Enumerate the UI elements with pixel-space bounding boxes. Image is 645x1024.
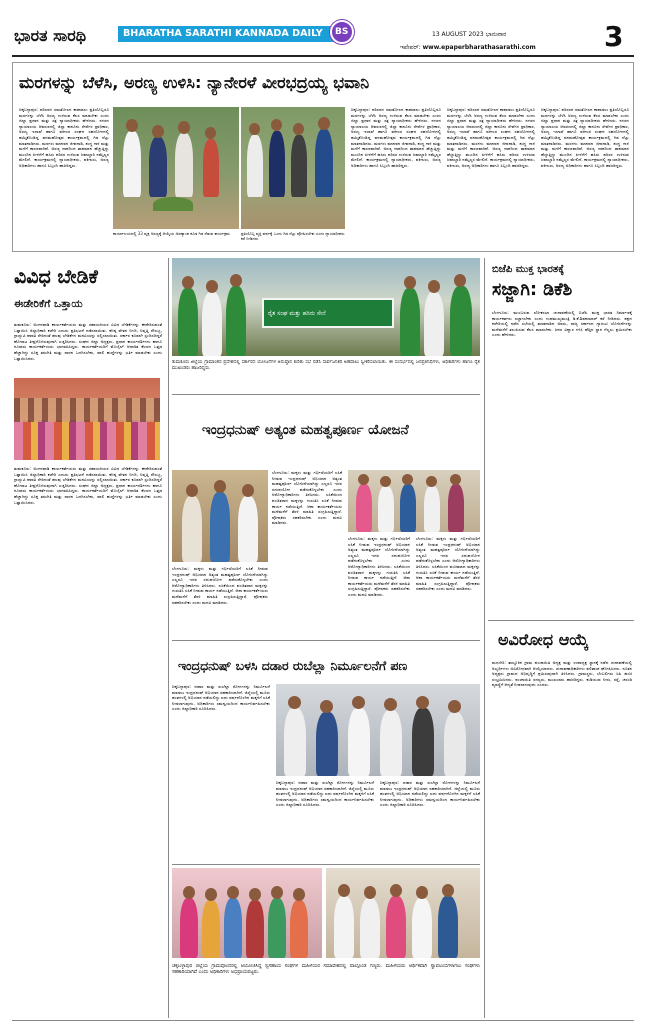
rule-left (168, 258, 169, 1018)
top-caption-1: ಕಾರ್ಯಾಲಯದಲ್ಲಿ 33 ವೃಕ್ಷ ಅರಣ್ಯಕ್ಕೆ ಆಯ್ಕೆಯ ಅರಣ್ಯಾಂಶ ಕೂಡ ಗಿಡ ನೆಡುವ ಕಾರ್ಯಕ್ರಮ (113, 231, 230, 236)
top-photo-1 (113, 107, 239, 229)
left-photo (14, 378, 160, 460)
epaper-line (400, 44, 536, 52)
rule-center-1 (172, 394, 480, 395)
rule-center-2 (172, 640, 480, 641)
indra-body-col3: ಬೆಂಗಳೂರು: ಮಕ್ಕಳು ಮತ್ತು ಗರ್ಭಿಣಿಯರಿಗೆ ಲಸಿಕೆ ನೀಡುವ ಇಂದ್ರಧನುಷ್ ಅಭಿಯಾನ ಅತ್ಯಂತ ಮಹತ್ವಪೂರ್ಣ ಯೋಜನೆಯಾಗಿದ್ದು ಎಲ್ಲರೂ ಇದರ ಸದುಪಯೋಗ ಪಡೆದುಕೊಳ್ಳಬೇಕು ಎಂದು ಆರೋಗ್ಯಾಧಿಕಾರಿಗಳು ತಿಳಿಸಿದರು. ಲಸಿಕೆಯಿಂದ ವಂಚಿತರಾದ ಮಕ್ಕಳನ್ನು ಗುರುತಿಸಿ ಲಸಿಕೆ ನೀಡುವ ಕಾರ್ಯ ನಡೆಯುತ್ತಿದೆ. ಆಶಾ ಕಾರ್ಯಕರ್ತೆಯರು ಮನೆಮನೆಗೆ ತೆರಳಿ ಮಾಹಿತಿ ಸಂಗ್ರಹಿಸುತ್ತಿದ್ದಾರೆ. ಪೋಷಕರು ಸಹಕರಿಸಬೇಕು ಎಂದು ಮನವಿ ಮಾಡಿದರು. (416, 536, 480, 592)
logo-badge-text: BS (335, 27, 349, 37)
daily-name: BHARATHA SARATHI KANNADA DAILY (123, 28, 323, 39)
top-headline: ಮರಗಳನ್ನು ಬೆಳೆಸಿ, ಅರಣ್ಯ ಉಳಿಸಿ: ನ್ಯಾನೇರಳೆ ವೀರಭದ್ರಯ್ಯ ಭವಾನಿ (19, 73, 370, 92)
page-bottom-rule (12, 1020, 634, 1021)
right-kicker: ಬಿಜೆಪಿ ಮುಕ್ತ ಭಾರತಕ್ಕೆ (492, 264, 565, 275)
rupee-body-col3: ಚಿಕ್ಕಬಳ್ಳಾಪುರ: ದಡಾರ ಮತ್ತು ರುಬೆಲ್ಲಾ ರೋಗಗಳನ್ನು ನಿರ್ಮೂಲನೆ ಮಾಡಲು ಇಂದ್ರಧನುಷ್ ಅಭಿಯಾನ ಸಹಕಾರಿಯಾಗಿದೆ. ಜಿಲ್ಲೆಯಲ್ಲಿ ಮೂರು ಹಂತಗಳಲ್ಲಿ ಅಭಿಯಾನ ನಡೆಯಲಿದ್ದು ಐದು ವರ್ಷದೊಳಗಿನ ಮಕ್ಕಳಿಗೆ ಲಸಿಕೆ ನೀಡಲಾಗುವುದು. ಅಧಿಕಾರಿಗಳು ಸಮನ್ವಯದಿಂದ ಕಾರ್ಯನಿರ್ವಹಿಸಬೇಕು ಎಂದು ಜಿಲ್ಲಾಧಿಕಾರಿ ಸೂಚಿಸಿದರು. (380, 780, 480, 808)
right-story (488, 258, 634, 620)
top-body-col4: ಚಿಕ್ಕಬಳ್ಳಾಪುರ: ಪರಿಸರದ ಸಮತೋಲನ ಕಾಪಾಡಲು ಪ್ರತಿಯೊಬ್ಬರೂ ಮರಗಳನ್ನು ಬೆಳೆಸಿ ಅರಣ್ಯ ಉಳಿಸುವ ಕೆಲಸ ಮಾಡಬೇಕು ಎಂದು ಜಿಲ್ಲಾ ಪ್ರಧಾನ ಮತ್ತು ಸತ್ರ ನ್ಯಾಯಾಧೀಶರು ಹೇಳಿದರು. ನಗರದ ನ್ಯಾಯಾಲಯ ಆವರಣದಲ್ಲಿ ಜಿಲ್ಲಾ ಕಾನೂನು ಸೇವೆಗಳ ಪ್ರಾಧಿಕಾರ, ಅರಣ್ಯ ಇಲಾಖೆ ಹಾಗೂ ವಕೀಲರ ಸಂಘದ ಸಹಯೋಗದಲ್ಲಿ ಹಮ್ಮಿಕೊಂಡಿದ್ದ ವನಮಹೋತ್ಸವ ಕಾರ್ಯಕ್ರಮದಲ್ಲಿ ಗಿಡ ನೆಟ್ಟು ಮಾತನಾಡಿದರು. ಮರಗಳು ಮಾನವನ ಜೀವನಾಡಿ, ಶುದ್ಧ ಗಾಳಿ ಮತ್ತು ಮಳೆಗೆ ಕಾರಣವಾಗಿವೆ. ಅರಣ್ಯ ನಾಶದಿಂದ ತಾಪಮಾನ ಹೆಚ್ಚುತ್ತಿದ್ದು ಮುಂದಿನ ಪೀಳಿಗೆಗೆ ಹಸಿರು ಪರಿಸರ ಉಳಿಸುವ ಜವಾಬ್ದಾರಿ ನಮ್ಮೆಲ್ಲರ ಮೇಲಿದೆ. ಕಾರ್ಯಕ್ರಮದಲ್ಲಿ ನ್ಯಾಯಾಧೀಶರು, ವಕೀಲರು, ಅರಣ್ಯ ಅಧಿಕಾರಿಗಳು ಹಾಗೂ ಸಿಬ್ಬಂದಿ ಹಾಜರಿದ್ದರು. (541, 107, 629, 168)
bottom-photo-2 (326, 868, 480, 958)
right-body: ಬೆಂಗಳೂರು: ಮುಂಬರುವ ಲೋಕಸಭಾ ಚುನಾವಣೆಯಲ್ಲಿ ಬಿಜೆಪಿ ಮುಕ್ತ ಭಾರತ ನಿರ್ಮಾಣಕ್ಕೆ ಕಾರ್ಯಕರ್ತರು ಸಜ್ಜಾಗಬೇಕು ಎಂದು ಉಪಮುಖ್ಯಮಂತ್ರಿ ಡಿ.ಕೆ.ಶಿವಕುಮಾರ್ ಕರೆ ನೀಡಿದರು. ಪಕ್ಷದ ಕಚೇರಿಯಲ್ಲಿ ನಡೆದ ಸಭೆಯಲ್ಲಿ ಮಾತನಾಡಿದ ಅವರು, ರಾಜ್ಯ ಸರ್ಕಾರದ ಗ್ಯಾರಂಟಿ ಯೋಜನೆಗಳನ್ನು ಮನೆಮನೆಗೆ ತಲುಪಿಸುವ ಕೆಲಸ ಮಾಡಬೇಕು. ಜನರ ವಿಶ್ವಾಸ ಗಳಿಸಿ ಹೆಚ್ಚಿನ ಸ್ಥಾನ ಗೆಲ್ಲಲು ಶ್ರಮಿಸಬೇಕು ಎಂದು ಹೇಳಿದರು. (492, 310, 632, 338)
rupee-body-col2: ಚಿಕ್ಕಬಳ್ಳಾಪುರ: ದಡಾರ ಮತ್ತು ರುಬೆಲ್ಲಾ ರೋಗಗಳನ್ನು ನಿರ್ಮೂಲನೆ ಮಾಡಲು ಇಂದ್ರಧನುಷ್ ಅಭಿಯಾನ ಸಹಕಾರಿಯಾಗಿದೆ. ಜಿಲ್ಲೆಯಲ್ಲಿ ಮೂರು ಹಂತಗಳಲ್ಲಿ ಅಭಿಯಾನ ನಡೆಯಲಿದ್ದು ಐದು ವರ್ಷದೊಳಗಿನ ಮಕ್ಕಳಿಗೆ ಲಸಿಕೆ ನೀಡಲಾಗುವುದು. ಅಧಿಕಾರಿಗಳು ಸಮನ್ವಯದಿಂದ ಕಾರ್ಯನಿರ್ವಹಿಸಬೇಕು ಎಂದು ಜಿಲ್ಲಾಧಿಕಾರಿ ಸೂಚಿಸಿದರು. (276, 780, 374, 808)
right-headline: ಸಜ್ಜಾಗಿ: ಡಿಕೆಶಿ (492, 280, 573, 300)
left-headline: ವಿವಿಧ ಬೇಡಿಕೆ (14, 266, 98, 288)
indra-body-col4: ಬೆಂಗಳೂರು: ಮಕ್ಕಳು ಮತ್ತು ಗರ್ಭಿಣಿಯರಿಗೆ ಲಸಿಕೆ ನೀಡುವ ಇಂದ್ರಧನುಷ್ ಅಭಿಯಾನ ಅತ್ಯಂತ ಮಹತ್ವಪೂರ್ಣ ಯೋಜನೆಯಾಗಿದ್ದು ಎಲ್ಲರೂ ಇದರ ಸದುಪಯೋಗ ಪಡೆದುಕೊಳ್ಳಬೇಕು ಎಂದು ಆರೋಗ್ಯಾಧಿಕಾರಿಗಳು ತಿಳಿಸಿದರು. ಲಸಿಕೆಯಿಂದ ವಂಚಿತರಾದ ಮಕ್ಕಳನ್ನು ಗುರುತಿಸಿ ಲಸಿಕೆ ನೀಡುವ ಕಾರ್ಯ ನಡೆಯುತ್ತಿದೆ. ಆಶಾ ಕಾರ್ಯಕರ್ತೆಯರು ಮನೆಮನೆಗೆ ತೆರಳಿ ಮಾಹಿತಿ ಸಂಗ್ರಹಿಸುತ್ತಿದ್ದಾರೆ. ಪೋಷಕರು ಸಹಕರಿಸಬೇಕು ಎಂದು ಮನವಿ ಮಾಡಿದರು. (172, 566, 268, 605)
center-top-photo (172, 258, 480, 356)
rupee-body-col1: ಚಿಕ್ಕಬಳ್ಳಾಪುರ: ದಡಾರ ಮತ್ತು ರುಬೆಲ್ಲಾ ರೋಗಗಳನ್ನು ನಿರ್ಮೂಲನೆ ಮಾಡಲು ಇಂದ್ರಧನುಷ್ ಅಭಿಯಾನ ಸಹಕಾರಿಯಾಗಿದೆ. ಜಿಲ್ಲೆಯಲ್ಲಿ ಮೂರು ಹಂತಗಳಲ್ಲಿ ಅಭಿಯಾನ ನಡೆಯಲಿದ್ದು ಐದು ವರ್ಷದೊಳಗಿನ ಮಕ್ಕಳಿಗೆ ಲಸಿಕೆ ನೀಡಲಾಗುವುದು. ಅಧಿಕಾರಿಗಳು ಸಮನ್ವಯದಿಂದ ಕಾರ್ಯನಿರ್ವಹಿಸಬೇಕು ಎಂದು ಜಿಲ್ಲಾಧಿಕಾರಿ ಸೂಚಿಸಿದರು. (172, 684, 270, 712)
indra-photo-1 (172, 470, 268, 562)
rule-right-1 (488, 620, 634, 621)
indra-photo-2 (348, 470, 480, 532)
protest-banner (262, 298, 394, 328)
right2-headline: ಅವಿರೋಧ ಆಯ್ಕೆ (498, 630, 589, 649)
bottom-caption: ಚಿಕ್ಕಬಳ್ಳಾಪುರ ಜಿಲ್ಲೆಯ ಗ್ರಾಮವೊಂದರಲ್ಲಿ ಆಯೋಜಿಸಿದ್ದ ಸ್ವಸಹಾಯ ಸಂಘಗಳ ಮಹಿಳೆಯರ ಸಮಾವೇಶದಲ್ಲಿ ಪಾಲ್ಗೊಂಡ ಗಣ್ಯರು. ಮಹಿಳೆಯರು ಆರ್ಥಿಕವಾಗಿ ಸ್ವಾವಲಂಬಿಗಳಾಗಲು ಸಂಘಗಳು ಸಹಕಾರಿಯಾಗಿವೆ ಎಂದು ಅಧಿಕಾರಿಗಳು ಅಭಿಪ್ರಾಯಪಟ್ಟರು. (172, 964, 480, 976)
rupee-photo (276, 684, 480, 776)
top-caption-2: ಪ್ರತಿಯೊಬ್ಬ ವ್ಯಕ್ತಿ ವರ್ಷಕ್ಕೆ ಒಂದು ಗಿಡ ನೆಟ್ಟು ಪೋಷಿಸಬೇಕು ಎಂದು ನ್ಯಾಯಾಧೀಶರು ಕರೆ ನೀಡಿದರು (241, 231, 345, 242)
masthead-rule (12, 55, 634, 57)
indra-body-col1: ಬೆಂಗಳೂರು: ಮಕ್ಕಳು ಮತ್ತು ಗರ್ಭಿಣಿಯರಿಗೆ ಲಸಿಕೆ ನೀಡುವ ಇಂದ್ರಧನುಷ್ ಅಭಿಯಾನ ಅತ್ಯಂತ ಮಹತ್ವಪೂರ್ಣ ಯೋಜನೆಯಾಗಿದ್ದು ಎಲ್ಲರೂ ಇದರ ಸದುಪಯೋಗ ಪಡೆದುಕೊಳ್ಳಬೇಕು ಎಂದು ಆರೋಗ್ಯಾಧಿಕಾರಿಗಳು ತಿಳಿಸಿದರು. ಲಸಿಕೆಯಿಂದ ವಂಚಿತರಾದ ಮಕ್ಕಳನ್ನು ಗುರುತಿಸಿ ಲಸಿಕೆ ನೀಡುವ ಕಾರ್ಯ ನಡೆಯುತ್ತಿದೆ. ಆಶಾ ಕಾರ್ಯಕರ್ತೆಯರು ಮನೆಮನೆಗೆ ತೆರಳಿ ಮಾಹಿತಿ ಸಂಗ್ರಹಿಸುತ್ತಿದ್ದಾರೆ. ಪೋಷಕರು ಸಹಕರಿಸಬೇಕು ಎಂದು ಮನವಿ ಮಾಡಿದರು. (272, 470, 342, 526)
indra-headline: ಇಂದ್ರಧನುಷ್ ಅತ್ಯಂತ ಮಹತ್ವಪೂರ್ಣ ಯೋಜನೆ (202, 422, 409, 438)
left-subhead: ಈಡೇರಿಕೆಗೆ ಒತ್ತಾಯ (14, 298, 83, 310)
top-body-col2: ಚಿಕ್ಕಬಳ್ಳಾಪುರ: ಪರಿಸರದ ಸಮತೋಲನ ಕಾಪಾಡಲು ಪ್ರತಿಯೊಬ್ಬರೂ ಮರಗಳನ್ನು ಬೆಳೆಸಿ ಅರಣ್ಯ ಉಳಿಸುವ ಕೆಲಸ ಮಾಡಬೇಕು ಎಂದು ಜಿಲ್ಲಾ ಪ್ರಧಾನ ಮತ್ತು ಸತ್ರ ನ್ಯಾಯಾಧೀಶರು ಹೇಳಿದರು. ನಗರದ ನ್ಯಾಯಾಲಯ ಆವರಣದಲ್ಲಿ ಜಿಲ್ಲಾ ಕಾನೂನು ಸೇವೆಗಳ ಪ್ರಾಧಿಕಾರ, ಅರಣ್ಯ ಇಲಾಖೆ ಹಾಗೂ ವಕೀಲರ ಸಂಘದ ಸಹಯೋಗದಲ್ಲಿ ಹಮ್ಮಿಕೊಂಡಿದ್ದ ವನಮಹೋತ್ಸವ ಕಾರ್ಯಕ್ರಮದಲ್ಲಿ ಗಿಡ ನೆಟ್ಟು ಮಾತನಾಡಿದರು. ಮರಗಳು ಮಾನವನ ಜೀವನಾಡಿ, ಶುದ್ಧ ಗಾಳಿ ಮತ್ತು ಮಳೆಗೆ ಕಾರಣವಾಗಿವೆ. ಅರಣ್ಯ ನಾಶದಿಂದ ತಾಪಮಾನ ಹೆಚ್ಚುತ್ತಿದ್ದು ಮುಂದಿನ ಪೀಳಿಗೆಗೆ ಹಸಿರು ಪರಿಸರ ಉಳಿಸುವ ಜವಾಬ್ದಾರಿ ನಮ್ಮೆಲ್ಲರ ಮೇಲಿದೆ. ಕಾರ್ಯಕ್ರಮದಲ್ಲಿ ನ್ಯಾಯಾಧೀಶರು, ವಕೀಲರು, ಅರಣ್ಯ ಅಧಿಕಾರಿಗಳು ಹಾಗೂ ಸಿಬ್ಬಂದಿ ಹಾಜರಿದ್ದರು. (351, 107, 441, 168)
epaper-label: ಇಪೇಪರ್: (400, 44, 421, 51)
issue-date: 13 AUGUST 2023 ಭಾನುವಾರ (432, 31, 507, 38)
daily-name-bar (118, 26, 336, 42)
logo-text: ಭಾರತ ಸಾರಥಿ (14, 26, 87, 45)
left-body-col1: ತುಮಕೂರು: ಅಂಗನವಾಡಿ ಕಾರ್ಯಕರ್ತೆಯರು ಮತ್ತು ಸಹಾಯಕಿಯರ ವಿವಿಧ ಬೇಡಿಕೆಗಳನ್ನು ಈಡೇರಿಸುವಂತೆ ಒತ್ತಾಯಿಸಿ ಜಿಲ್ಲಾಧಿಕಾರಿ ಕಚೇರಿ ಎದುರು ಪ್ರತಿಭಟನೆ ನಡೆಸಲಾಯಿತು. ಕನಿಷ್ಠ ವೇತನ ನಿಗದಿ, ನಿವೃತ್ತಿ ಸೌಲಭ್ಯ, ಗ್ರಾಚ್ಯುಟಿ ಪಾವತಿ ಸೇರಿದಂತೆ ಹಲವು ಬೇಡಿಕೆಗಳ ಮನವಿಯನ್ನು ಸಲ್ಲಿಸಲಾಯಿತು. ಸರ್ಕಾರ ಕೂಡಲೇ ಸ್ಪಂದಿಸದಿದ್ದರೆ ಹೋರಾಟ ತೀವ್ರಗೊಳಿಸುವುದಾಗಿ ಎಚ್ಚರಿಸಿದರು. ಸಂಘದ ಜಿಲ್ಲಾ ಅಧ್ಯಕ್ಷರು, ಪ್ರಧಾನ ಕಾರ್ಯದರ್ಶಿಗಳು ಹಾಗೂ ನೂರಾರು ಕಾರ್ಯಕರ್ತೆಯರು ಭಾಗವಹಿಸಿದ್ದರು. ಕಾರ್ಯಕರ್ತೆಯರಿಗೆ ಮೊಬೈಲ್ ಆಧಾರಿತ ಕೆಲಸದ ಒತ್ತಡ ಹೆಚ್ಚಾಗಿದ್ದು ಸೂಕ್ತ ತರಬೇತಿ ಮತ್ತು ಸಾಧನ ಒದಗಿಸಬೇಕು, ಖಾಲಿ ಹುದ್ದೆಗಳನ್ನು ಭರ್ತಿ ಮಾಡಬೇಕು ಎಂದು ಒತ್ತಾಯಿಸಿದರು. (14, 322, 162, 361)
page-number: 3 (604, 20, 624, 53)
right-story-2 (488, 624, 634, 1018)
left-body-col2: ತುಮಕೂರು: ಅಂಗನವಾಡಿ ಕಾರ್ಯಕರ್ತೆಯರು ಮತ್ತು ಸಹಾಯಕಿಯರ ವಿವಿಧ ಬೇಡಿಕೆಗಳನ್ನು ಈಡೇರಿಸುವಂತೆ ಒತ್ತಾಯಿಸಿ ಜಿಲ್ಲಾಧಿಕಾರಿ ಕಚೇರಿ ಎದುರು ಪ್ರತಿಭಟನೆ ನಡೆಸಲಾಯಿತು. ಕನಿಷ್ಠ ವೇತನ ನಿಗದಿ, ನಿವೃತ್ತಿ ಸೌಲಭ್ಯ, ಗ್ರಾಚ್ಯುಟಿ ಪಾವತಿ ಸೇರಿದಂತೆ ಹಲವು ಬೇಡಿಕೆಗಳ ಮನವಿಯನ್ನು ಸಲ್ಲಿಸಲಾಯಿತು. ಸರ್ಕಾರ ಕೂಡಲೇ ಸ್ಪಂದಿಸದಿದ್ದರೆ ಹೋರಾಟ ತೀವ್ರಗೊಳಿಸುವುದಾಗಿ ಎಚ್ಚರಿಸಿದರು. ಸಂಘದ ಜಿಲ್ಲಾ ಅಧ್ಯಕ್ಷರು, ಪ್ರಧಾನ ಕಾರ್ಯದರ್ಶಿಗಳು ಹಾಗೂ ನೂರಾರು ಕಾರ್ಯಕರ್ತೆಯರು ಭಾಗವಹಿಸಿದ್ದರು. ಕಾರ್ಯಕರ್ತೆಯರಿಗೆ ಮೊಬೈಲ್ ಆಧಾರಿತ ಕೆಲಸದ ಒತ್ತಡ ಹೆಚ್ಚಾಗಿದ್ದು ಸೂಕ್ತ ತರಬೇತಿ ಮತ್ತು ಸಾಧನ ಒದಗಿಸಬೇಕು, ಖಾಲಿ ಹುದ್ದೆಗಳನ್ನು ಭರ್ತಿ ಮಾಡಬೇಕು ಎಂದು ಒತ್ತಾಯಿಸಿದರು. (14, 466, 162, 505)
rule-right (484, 258, 485, 1018)
indra-story (172, 398, 480, 638)
right2-body: ಮಧುಗಿರಿ: ತಾಲ್ಲೂಕಿನ ಗ್ರಾಮ ಪಂಚಾಯಿತಿ ಅಧ್ಯಕ್ಷ ಮತ್ತು ಉಪಾಧ್ಯಕ್ಷ ಸ್ಥಾನಕ್ಕೆ ನಡೆದ ಚುನಾವಣೆಯಲ್ಲಿ ಅಭ್ಯರ್ಥಿಗಳು ಅವಿರೋಧವಾಗಿ ಆಯ್ಕೆಯಾದರು. ಚುನಾವಣಾಧಿಕಾರಿಗಳು ಫಲಿತಾಂಶ ಘೋಷಿಸಿದರು. ನೂತನ ಅಧ್ಯಕ್ಷರು ಗ್ರಾಮದ ಅಭಿವೃದ್ಧಿಗೆ ಶ್ರಮಿಸುವುದಾಗಿ ತಿಳಿಸಿದರು. ಗ್ರಾಮಸ್ಥರು, ಬೆಂಬಲಿಗರು ಸಿಹಿ ಹಂಚಿ ಸಂಭ್ರಮಿಸಿದರು. ಪಂಚಾಯಿತಿ ಸದಸ್ಯರು, ಮುಖಂಡರು ಹಾಜರಿದ್ದರು. ಕುಡಿಯುವ ನೀರು, ರಸ್ತೆ, ಚರಂಡಿ ವ್ಯವಸ್ಥೆಗೆ ಆದ್ಯತೆ ನೀಡಲಾಗುವುದು ಎಂದರು. (492, 660, 632, 688)
epaper-url[interactable]: www.epaperbharathasarathi.com (422, 44, 536, 51)
indra-body-col2: ಬೆಂಗಳೂರು: ಮಕ್ಕಳು ಮತ್ತು ಗರ್ಭಿಣಿಯರಿಗೆ ಲಸಿಕೆ ನೀಡುವ ಇಂದ್ರಧನುಷ್ ಅಭಿಯಾನ ಅತ್ಯಂತ ಮಹತ್ವಪೂರ್ಣ ಯೋಜನೆಯಾಗಿದ್ದು ಎಲ್ಲರೂ ಇದರ ಸದುಪಯೋಗ ಪಡೆದುಕೊಳ್ಳಬೇಕು ಎಂದು ಆರೋಗ್ಯಾಧಿಕಾರಿಗಳು ತಿಳಿಸಿದರು. ಲಸಿಕೆಯಿಂದ ವಂಚಿತರಾದ ಮಕ್ಕಳನ್ನು ಗುರುತಿಸಿ ಲಸಿಕೆ ನೀಡುವ ಕಾರ್ಯ ನಡೆಯುತ್ತಿದೆ. ಆಶಾ ಕಾರ್ಯಕರ್ತೆಯರು ಮನೆಮನೆಗೆ ತೆರಳಿ ಮಾಹಿತಿ ಸಂಗ್ರಹಿಸುತ್ತಿದ್ದಾರೆ. ಪೋಷಕರು ಸಹಕರಿಸಬೇಕು ಎಂದು ಮನವಿ ಮಾಡಿದರು. (348, 536, 410, 597)
logo-badge (330, 20, 354, 44)
rupee-headline: ಇಂದ್ರಧನುಷ್ ಬಳಸಿ ದಡಾರ ರುಬೆಲ್ಲಾ ನಿರ್ಮೂಲನೆಗೆ ಪಣ (178, 658, 408, 673)
bottom-story (172, 868, 480, 1018)
rule-center-3 (172, 864, 480, 865)
top-story (12, 62, 634, 252)
left-story (12, 258, 164, 1018)
banner-text: ರೈತ ಸಂಘ ಮತ್ತು ಹಸಿರು ಸೇನೆ (268, 310, 326, 317)
top-body-col1: ಚಿಕ್ಕಬಳ್ಳಾಪುರ: ಪರಿಸರದ ಸಮತೋಲನ ಕಾಪಾಡಲು ಪ್ರತಿಯೊಬ್ಬರೂ ಮರಗಳನ್ನು ಬೆಳೆಸಿ ಅರಣ್ಯ ಉಳಿಸುವ ಕೆಲಸ ಮಾಡಬೇಕು ಎಂದು ಜಿಲ್ಲಾ ಪ್ರಧಾನ ಮತ್ತು ಸತ್ರ ನ್ಯಾಯಾಧೀಶರು ಹೇಳಿದರು. ನಗರದ ನ್ಯಾಯಾಲಯ ಆವರಣದಲ್ಲಿ ಜಿಲ್ಲಾ ಕಾನೂನು ಸೇವೆಗಳ ಪ್ರಾಧಿಕಾರ, ಅರಣ್ಯ ಇಲಾಖೆ ಹಾಗೂ ವಕೀಲರ ಸಂಘದ ಸಹಯೋಗದಲ್ಲಿ ಹಮ್ಮಿಕೊಂಡಿದ್ದ ವನಮಹೋತ್ಸವ ಕಾರ್ಯಕ್ರಮದಲ್ಲಿ ಗಿಡ ನೆಟ್ಟು ಮಾತನಾಡಿದರು. ಮರಗಳು ಮಾನವನ ಜೀವನಾಡಿ, ಶುದ್ಧ ಗಾಳಿ ಮತ್ತು ಮಳೆಗೆ ಕಾರಣವಾಗಿವೆ. ಅರಣ್ಯ ನಾಶದಿಂದ ತಾಪಮಾನ ಹೆಚ್ಚುತ್ತಿದ್ದು ಮುಂದಿನ ಪೀಳಿಗೆಗೆ ಹಸಿರು ಪರಿಸರ ಉಳಿಸುವ ಜವಾಬ್ದಾರಿ ನಮ್ಮೆಲ್ಲರ ಮೇಲಿದೆ. ಕಾರ್ಯಕ್ರಮದಲ್ಲಿ ನ್ಯಾಯಾಧೀಶರು, ವಕೀಲರು, ಅರಣ್ಯ ಅಧಿಕಾರಿಗಳು ಹಾಗೂ ಸಿಬ್ಬಂದಿ ಹಾಜರಿದ್ದರು. (19, 107, 109, 168)
top-photo-2 (241, 107, 345, 229)
bottom-photo-1 (172, 868, 322, 958)
top-body-col3: ಚಿಕ್ಕಬಳ್ಳಾಪುರ: ಪರಿಸರದ ಸಮತೋಲನ ಕಾಪಾಡಲು ಪ್ರತಿಯೊಬ್ಬರೂ ಮರಗಳನ್ನು ಬೆಳೆಸಿ ಅರಣ್ಯ ಉಳಿಸುವ ಕೆಲಸ ಮಾಡಬೇಕು ಎಂದು ಜಿಲ್ಲಾ ಪ್ರಧಾನ ಮತ್ತು ಸತ್ರ ನ್ಯಾಯಾಧೀಶರು ಹೇಳಿದರು. ನಗರದ ನ್ಯಾಯಾಲಯ ಆವರಣದಲ್ಲಿ ಜಿಲ್ಲಾ ಕಾನೂನು ಸೇವೆಗಳ ಪ್ರಾಧಿಕಾರ, ಅರಣ್ಯ ಇಲಾಖೆ ಹಾಗೂ ವಕೀಲರ ಸಂಘದ ಸಹಯೋಗದಲ್ಲಿ ಹಮ್ಮಿಕೊಂಡಿದ್ದ ವನಮಹೋತ್ಸವ ಕಾರ್ಯಕ್ರಮದಲ್ಲಿ ಗಿಡ ನೆಟ್ಟು ಮಾತನಾಡಿದರು. ಮರಗಳು ಮಾನವನ ಜೀವನಾಡಿ, ಶುದ್ಧ ಗಾಳಿ ಮತ್ತು ಮಳೆಗೆ ಕಾರಣವಾಗಿವೆ. ಅರಣ್ಯ ನಾಶದಿಂದ ತಾಪಮಾನ ಹೆಚ್ಚುತ್ತಿದ್ದು ಮುಂದಿನ ಪೀಳಿಗೆಗೆ ಹಸಿರು ಪರಿಸರ ಉಳಿಸುವ ಜವಾಬ್ದಾರಿ ನಮ್ಮೆಲ್ಲರ ಮೇಲಿದೆ. ಕಾರ್ಯಕ್ರಮದಲ್ಲಿ ನ್ಯಾಯಾಧೀಶರು, ವಕೀಲರು, ಅರಣ್ಯ ಅಧಿಕಾರಿಗಳು ಹಾಗೂ ಸಿಬ್ಬಂದಿ ಹಾಜರಿದ್ದರು. (447, 107, 535, 168)
center-top-caption: ತುಮಕೂರು ಜಿಲ್ಲೆಯ ಗ್ರಾಮಾಂತರ ಪ್ರದೇಶದಲ್ಲಿ ಸರ್ಕಾರದ ಯೋಜನೆಗಳ ಅನುಷ್ಠಾನ ಕುರಿತು ಸಭೆ ನಡೆಸಿ ಸಾರ್ವಜನಿಕರ ಅಹವಾಲು ಸ್ವೀಕರಿಸಲಾಯಿತು. ಈ ಸಂದರ್ಭದಲ್ಲಿ ಜನಪ್ರತಿನಿಧಿಗಳು, ಅಧಿಕಾರಿಗಳು ಹಾಗೂ ರೈತ ಮುಖಂಡರು ಹಾಜರಿದ್ದರು. (172, 360, 480, 371)
masthead (0, 0, 645, 56)
